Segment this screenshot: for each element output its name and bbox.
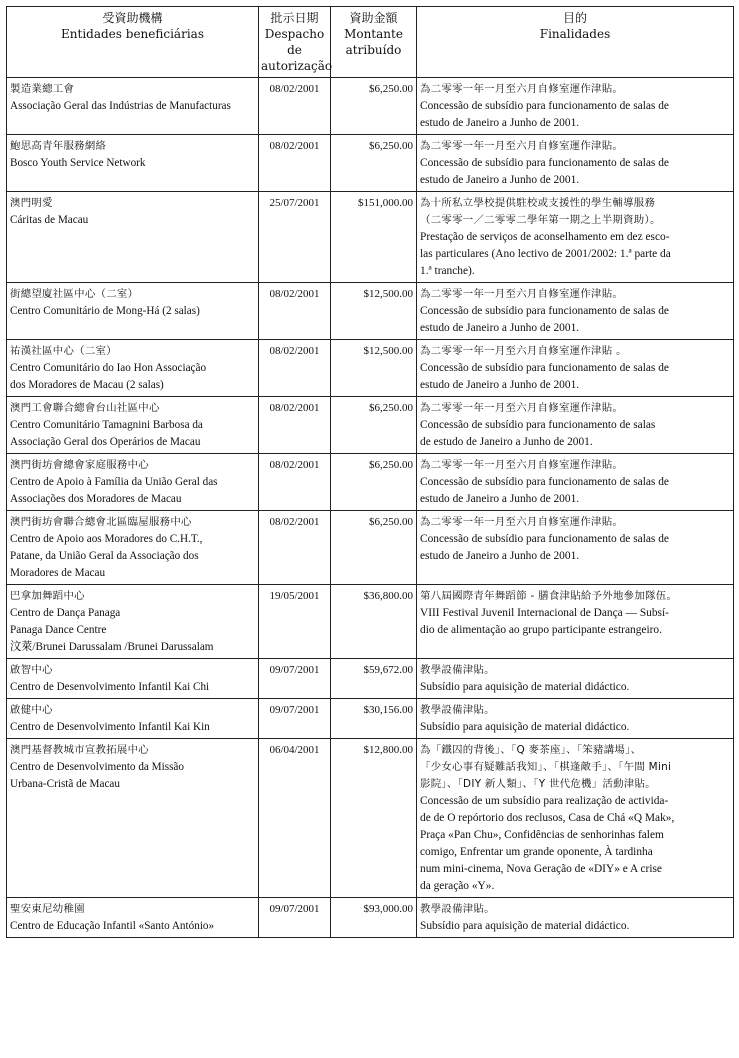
purpose-pt: Concessão de subsídio para funcionamento de salas de (420, 100, 669, 112)
purpose-pt: dio de alimentação ao grupo participante estrangeiro. (420, 624, 662, 636)
purpose-pt: de de O repórtorio dos reclusos, Casa de Chá «Q Mak», (420, 812, 675, 824)
purpose-pt: estudo de Janeiro a Junho de 2001. (420, 493, 580, 505)
purpose-pt: Concessão de subsídio para funcionamento de salas de (420, 476, 669, 488)
purpose-cell (417, 585, 734, 659)
amount-cell: $151,000.00 (331, 192, 417, 283)
entity-name-pt: Panaga Dance Centre (10, 624, 107, 636)
purpose-zh: 為二零零一年一月至六月自修室運作津貼 。 (420, 345, 627, 357)
purpose-pt: comigo, Enfrentar um grande oponente, À tardinha (420, 846, 653, 858)
purpose-zh: 影院」、「DIY 新人類」、「Y 世代危機」活動津貼。 (420, 778, 656, 790)
header-entity-pt: Entidades beneficiárias (61, 27, 204, 41)
header-amount-pt-1: Montante (344, 27, 403, 41)
entity-cell (7, 454, 259, 511)
entity-name-zh: 澳門明愛 (10, 197, 53, 209)
entity-name-zh: 鮑思高青年服務網絡 (10, 140, 107, 152)
date-cell: 08/02/2001 (259, 511, 331, 585)
purpose-pt: num mini-cinema, Nova Geração de «DIY» e A crise (420, 863, 662, 875)
entity-name-pt: Cáritas de Macau (10, 214, 89, 226)
purpose-cell (417, 454, 734, 511)
purpose-zh: 為二零零一年一月至六月自修室運作津貼。 (420, 83, 624, 95)
entity-cell (7, 78, 259, 135)
purpose-zh: 「少女心事有疑難話我知」、「棋逢敵手」、「午間 Mini (420, 761, 672, 773)
header-date-pt-1: Despacho de (264, 27, 325, 57)
purpose-pt: Praça «Pan Chu», Confidências de senhorinhas falem (420, 829, 664, 841)
entity-name-pt: Centro de Desenvolvimento Infantil Kai Kin (10, 721, 210, 733)
entity-name-zh: 街總望廈社區中心（二室） (10, 288, 139, 300)
purpose-pt: estudo de Janeiro a Junho de 2001. (420, 550, 580, 562)
table-header-row (7, 7, 734, 78)
purpose-zh: 為二零零一年一月至六月自修室運作津貼。 (420, 402, 624, 414)
table-row (7, 739, 734, 898)
entity-cell (7, 739, 259, 898)
purpose-cell (417, 699, 734, 739)
entity-name-pt: Centro de Apoio à Família da União Geral das (10, 476, 218, 488)
entity-name-pt: 汶萊/Brunei Darussalam /Brunei Darussalam (10, 641, 214, 653)
purpose-pt: las particulares (Ano lectivo de 2001/2002: 1.ª parte da (420, 248, 671, 260)
purpose-pt: Concessão de subsídio para funcionamento de salas de (420, 305, 669, 317)
purpose-pt: estudo de Janeiro a Junho de 2001. (420, 174, 580, 186)
table-row (7, 585, 734, 659)
purpose-pt: de estudo de Janeiro a Junho de 2001. (420, 436, 593, 448)
purpose-zh: 為二零零一年一月至六月自修室運作津貼。 (420, 516, 624, 528)
grants-table (6, 6, 734, 938)
header-date (259, 7, 331, 78)
entity-name-pt: Centro Comunitário Tamagnini Barbosa da (10, 419, 203, 431)
purpose-cell (417, 192, 734, 283)
purpose-pt: Concessão de um subsídio para realização de activida- (420, 795, 669, 807)
table-row (7, 898, 734, 938)
entity-name-pt: Centro de Apoio aos Moradores do C.H.T., (10, 533, 203, 545)
purpose-zh: 教學設備津貼。 (420, 903, 495, 915)
table-row (7, 397, 734, 454)
purpose-pt: estudo de Janeiro a Junho de 2001. (420, 117, 580, 129)
amount-cell: $30,156.00 (331, 699, 417, 739)
amount-cell: $6,250.00 (331, 454, 417, 511)
entity-cell (7, 135, 259, 192)
entity-name-zh: 祐漢社區中心（二室） (10, 345, 117, 357)
amount-cell: $6,250.00 (331, 78, 417, 135)
entity-name-zh: 聖安東尼幼稚園 (10, 903, 85, 915)
entity-name-pt: Centro de Dança Panaga (10, 607, 121, 619)
purpose-pt: Subsídio para aquisição de material didáctico. (420, 721, 630, 733)
header-amount (331, 7, 417, 78)
table-row (7, 659, 734, 699)
header-entity (7, 7, 259, 78)
header-entity-zh: 受資助機構 (102, 11, 163, 25)
entity-cell (7, 659, 259, 699)
purpose-zh: （二零零一／二零零二學年第一期之上半期資助）。 (420, 214, 661, 226)
header-date-zh: 批示日期 (270, 11, 319, 25)
entity-name-zh: 澳門街坊會聯合總會北區臨屋服務中心 (10, 516, 192, 528)
entity-name-pt: Associações dos Moradores de Macau (10, 493, 182, 505)
amount-cell: $6,250.00 (331, 511, 417, 585)
purpose-cell (417, 397, 734, 454)
purpose-zh: 為十所私立學校提供駐校或支援性的學生輔導服務 (420, 197, 656, 209)
header-amount-pt-2: atribuído (345, 43, 402, 57)
amount-cell: $59,672.00 (331, 659, 417, 699)
date-cell: 19/05/2001 (259, 585, 331, 659)
entity-name-zh: 啟智中心 (10, 664, 53, 676)
purpose-zh: 教學設備津貼。 (420, 664, 495, 676)
purpose-pt: Subsídio para aquisição de material didáctico. (420, 920, 630, 932)
entity-name-pt: Centro de Desenvolvimento Infantil Kai Chi (10, 681, 210, 693)
entity-cell (7, 283, 259, 340)
entity-name-pt: Urbana-Cristã de Macau (10, 778, 120, 790)
date-cell: 08/02/2001 (259, 340, 331, 397)
table-row (7, 78, 734, 135)
entity-cell (7, 397, 259, 454)
table-body (7, 78, 734, 938)
amount-cell: $6,250.00 (331, 135, 417, 192)
entity-name-pt: Centro de Educação Infantil «Santo António» (10, 920, 215, 932)
date-cell: 06/04/2001 (259, 739, 331, 898)
amount-cell: $12,800.00 (331, 739, 417, 898)
header-amount-zh: 資助金額 (349, 11, 398, 25)
purpose-pt: 1.ª tranche). (420, 265, 475, 277)
table-row (7, 135, 734, 192)
entity-name-zh: 澳門工會聯合總會台山社區中心 (10, 402, 160, 414)
header-date-pt-2: autorização (261, 59, 333, 73)
purpose-cell (417, 511, 734, 585)
entity-cell (7, 511, 259, 585)
date-cell: 09/07/2001 (259, 659, 331, 699)
entity-cell (7, 898, 259, 938)
amount-cell: $12,500.00 (331, 283, 417, 340)
date-cell: 09/07/2001 (259, 699, 331, 739)
purpose-pt: estudo de Janeiro a Junho de 2001. (420, 379, 580, 391)
date-cell: 09/07/2001 (259, 898, 331, 938)
purpose-zh: 為「鐵囚的背後」、「Q 麥茶座」、「笨豬講場」、 (420, 744, 642, 756)
purpose-pt: da geração «Y». (420, 880, 495, 892)
entity-name-zh: 製造業總工會 (10, 83, 75, 95)
table-row (7, 511, 734, 585)
entity-name-pt: Centro Comunitário do Iao Hon Associação (10, 362, 207, 374)
purpose-zh: 為二零零一年一月至六月自修室運作津貼。 (420, 459, 624, 471)
purpose-cell (417, 135, 734, 192)
amount-cell: $36,800.00 (331, 585, 417, 659)
header-purpose-zh: 目的 (562, 11, 587, 25)
table-row (7, 699, 734, 739)
date-cell: 08/02/2001 (259, 397, 331, 454)
entity-name-pt: Associação Geral dos Operários de Macau (10, 436, 201, 448)
entity-name-pt: dos Moradores de Macau (2 salas) (10, 379, 164, 391)
purpose-pt: Concessão de subsídio para funcionamento de salas de (420, 533, 669, 545)
amount-cell: $12,500.00 (331, 340, 417, 397)
purpose-cell (417, 340, 734, 397)
header-purpose-pt: Finalidades (539, 27, 611, 41)
purpose-cell (417, 78, 734, 135)
purpose-pt: Prestação de serviços de aconselhamento em dez esco- (420, 231, 670, 243)
purpose-pt: Concessão de subsídio para funcionamento de salas de (420, 362, 669, 374)
table-row (7, 192, 734, 283)
purpose-cell (417, 283, 734, 340)
entity-name-pt: Associação Geral das Indústrias de Manufacturas (10, 100, 231, 112)
purpose-pt: Subsídio para aquisição de material didáctico. (420, 681, 630, 693)
entity-name-zh: 澳門基督教城市宣教拓展中心 (10, 744, 149, 756)
entity-name-pt: Centro Comunitário de Mong-Há (2 salas) (10, 305, 200, 317)
entity-cell (7, 585, 259, 659)
purpose-cell (417, 739, 734, 898)
table-row (7, 454, 734, 511)
amount-cell: $93,000.00 (331, 898, 417, 938)
entity-name-zh: 啟健中心 (10, 704, 53, 716)
purpose-pt: Concessão de subsídio para funcionamento de salas (420, 419, 656, 431)
date-cell: 25/07/2001 (259, 192, 331, 283)
entity-name-pt: Centro de Desenvolvimento da Missão (10, 761, 184, 773)
purpose-zh: 為二零零一年一月至六月自修室運作津貼。 (420, 140, 624, 152)
table-row (7, 340, 734, 397)
entity-name-pt: Patane, da União Geral da Associação dos (10, 550, 199, 562)
entity-name-pt: Bosco Youth Service Network (10, 157, 146, 169)
entity-name-pt: Moradores de Macau (10, 567, 106, 579)
date-cell: 08/02/2001 (259, 283, 331, 340)
purpose-zh: 教學設備津貼。 (420, 704, 495, 716)
date-cell: 08/02/2001 (259, 135, 331, 192)
entity-cell (7, 192, 259, 283)
date-cell: 08/02/2001 (259, 78, 331, 135)
date-cell: 08/02/2001 (259, 454, 331, 511)
amount-cell: $6,250.00 (331, 397, 417, 454)
entity-name-zh: 澳門街坊會總會家庭服務中心 (10, 459, 149, 471)
purpose-zh: 第八屆國際青年舞蹈節 - 膳食津貼給予外地參加隊伍。 (420, 590, 678, 602)
header-purpose (417, 7, 734, 78)
entity-name-zh: 巴拿加舞蹈中心 (10, 590, 85, 602)
purpose-pt: VIII Festival Juvenil Internacional de Dança — Subsí- (420, 607, 669, 619)
purpose-pt: Concessão de subsídio para funcionamento de salas de (420, 157, 669, 169)
purpose-zh: 為二零零一年一月至六月自修室運作津貼。 (420, 288, 624, 300)
table-row (7, 283, 734, 340)
purpose-cell (417, 659, 734, 699)
purpose-pt: estudo de Janeiro a Junho de 2001. (420, 322, 580, 334)
entity-cell (7, 340, 259, 397)
entity-cell (7, 699, 259, 739)
purpose-cell (417, 898, 734, 938)
